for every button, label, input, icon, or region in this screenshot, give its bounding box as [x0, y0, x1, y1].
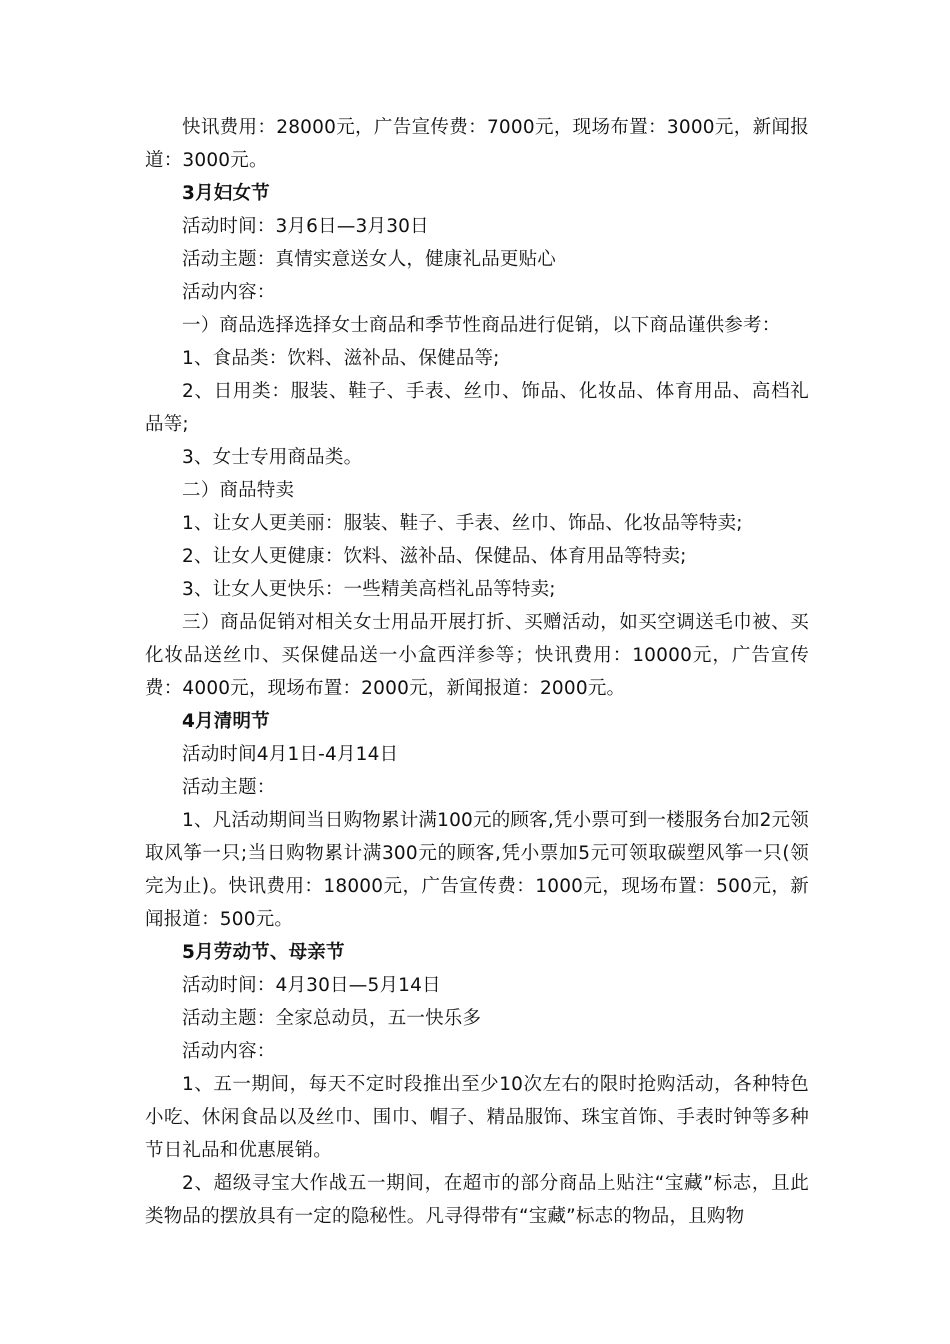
paragraph: 1、让女人更美丽：服装、鞋子、手表、丝巾、饰品、化妆品等特卖;: [182, 513, 743, 534]
paragraph: 活动时间4月1日-4月14日: [182, 744, 399, 765]
paragraph: 2、让女人更健康：饮料、滋补品、保健品、体育用品等特卖;: [182, 546, 687, 567]
paragraph: 1、食品类：饮料、滋补品、保健品等;: [182, 348, 500, 369]
paragraph: 3、让女人更快乐：一些精美高档礼品等特卖;: [182, 579, 556, 600]
paragraph: 快讯费用：28000元，广告宣传费：7000元，现场布置：3000元，新闻报道：3000元。: [145, 117, 809, 171]
paragraph: 二）商品特卖: [182, 480, 295, 501]
paragraph: 活动内容：: [182, 282, 276, 303]
paragraph: 2、日用类：服装、鞋子、手表、丝巾、饰品、化妆品、体育用品、高档礼品等;: [145, 381, 809, 435]
paragraph: 活动主题：真情实意送女人，健康礼品更贴心: [182, 249, 557, 270]
paragraph: 1、五一期间，每天不定时段推出至少10次左右的限时抢购活动，各种特色小吃、休闲食品以及丝巾、围巾、帽子、精品服饰、珠宝首饰、手表时钟等多种节日礼品和优惠展销。: [145, 1074, 809, 1161]
document-body: [145, 111, 809, 1233]
section-heading: 4月清明节: [182, 711, 270, 732]
section-heading: 3月妇女节: [182, 183, 270, 204]
paragraph: 活动内容：: [182, 1041, 276, 1062]
paragraph: 3、女士专用商品类。: [182, 447, 363, 468]
paragraph: 2、超级寻宝大作战五一期间，在超市的部分商品上贴注“宝藏”标志，且此类物品的摆放具有一定的隐秘性。凡寻得带有“宝藏”标志的物品，且购物: [145, 1173, 809, 1227]
paragraph: 活动主题：: [182, 777, 276, 798]
paragraph: 1、凡活动期间当日购物累计满100元的顾客,凭小票可到一楼服务台加2元领取风筝一只;当日购物累计满300元的顾客,凭小票加5元可领取碳塑风筝一只(领完为止)。快讯费用：18000元，广告宣传费：1000元，现场布置：500元，新闻报道：500元。: [145, 810, 809, 930]
paragraph: 活动时间：3月6日—3月30日: [182, 216, 429, 237]
paragraph: 活动主题：全家总动员，五一快乐多: [182, 1008, 482, 1029]
paragraph: 三）商品促销对相关女士用品开展打折、买赠活动，如买空调送毛巾被、买化妆品送丝巾、买保健品送一小盒西洋参等；快讯费用：10000元，广告宣传费：4000元，现场布置：2000元，新闻报道：2000元。: [145, 612, 809, 699]
paragraph: 一）商品选择选择女士商品和季节性商品进行促销，以下商品谨供参考：: [182, 315, 781, 336]
section-heading: 5月劳动节、母亲节: [182, 942, 345, 963]
paragraph: 活动时间：4月30日—5月14日: [182, 975, 441, 996]
